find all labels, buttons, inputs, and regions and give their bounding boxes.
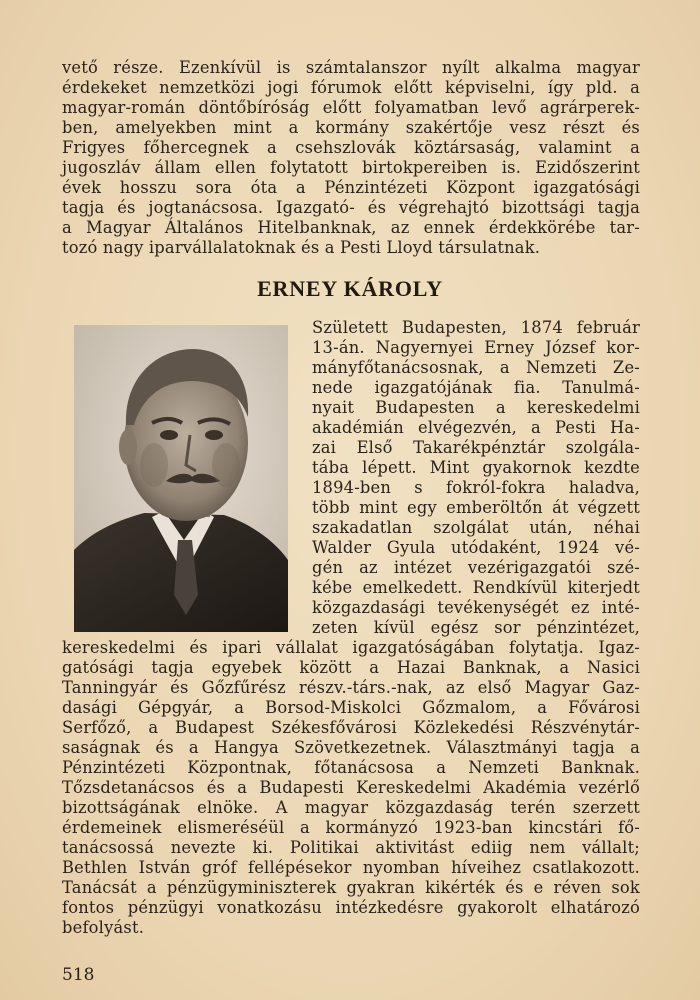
text-line: gatósági tagja egyebek között a Hazai Banknak, a Nasici [62, 658, 640, 677]
biography-heading: ERNEY KÁROLY [257, 276, 443, 301]
text-line: Tanácsát a pénzügyminiszterek gyakran kikérték és e réven sok [62, 878, 640, 897]
text-line: ben, amelyekben mint a kormány szakértője vesz részt és [62, 118, 640, 137]
text-line: Walder Gyula utódaként, 1924 vé- [312, 538, 640, 557]
text-line: jugoszláv állam ellen folytatott birtokpereiben is. Ezidőszerint [62, 158, 640, 177]
text-line: tanácsossá nevezte ki. Politikai aktivitást ediig nem vállalt; [62, 838, 640, 857]
text-line: Serfőző, a Budapest Székesfővárosi Közlekedési Részvénytár- [62, 718, 640, 737]
text-line: nyait Budapesten a kereskedelmi [312, 398, 640, 417]
text-line: 13-án. Nagyernyei Erney József kor- [312, 338, 640, 357]
text-line: a Magyar Általános Hitelbanknak, az ennek érdekkörébe tar- [62, 218, 640, 237]
text-line: Tőzsdetanácsos és a Budapesti Kereskedelmi Akadémia vezérlő [62, 778, 640, 797]
page-number: 518 [62, 965, 95, 985]
text-line: befolyást. [62, 918, 145, 937]
portrait-image [74, 325, 288, 632]
text-line: Tanningyár és Gőzfűrész részv.-társ.-nak, az első Magyar Gaz- [62, 678, 640, 697]
text-line: magyar-román döntőbíróság előtt folyamatban levő agrárperek- [62, 98, 640, 117]
text-line: szakadatlan szolgálat után, néhai [312, 518, 640, 537]
text-line: 1894-ben s fokról-fokra haladva, [312, 478, 640, 497]
text-line: saságnak és a Hangya Szövetkezetnek. Választmányi tagja a [62, 738, 640, 757]
text-line: több mint egy emberöltőn át végzett [312, 498, 640, 517]
text-line: érdekeket nemzetközi jogi fórumok előtt képviselni, így pld. a [62, 78, 640, 97]
text-line: vető része. Ezenkívül is számtalanszor nyílt alkalma magyar [62, 58, 640, 77]
text-line: közgazdasági tevékenységét ez inté- [312, 598, 640, 617]
text-line: kébe emelkedett. Rendkívül kiterjedt [312, 578, 640, 597]
text-line: nede igazgatójának fia. Tanulmá- [312, 378, 640, 397]
text-line: zai Első Takarékpénztár szolgála- [312, 438, 640, 457]
text-line: zeten kívül egész sor pénzintézet, [312, 618, 640, 637]
text-line: tagja és jogtanácsosa. Igazgató- és végrehajtó bizottsági tagja [62, 198, 640, 217]
portrait-photo [74, 325, 288, 632]
text-line: évek hosszu sora óta a Pénzintézeti Központ igazgatósági [62, 178, 640, 197]
text-line: mányfőtanácsosnak, a Nemzeti Ze- [312, 358, 640, 377]
text-line: Bethlen István gróf fellépésekor nyomban híveihez csatlakozott. [62, 858, 640, 877]
text-line: Született Budapesten, 1874 február [312, 318, 640, 337]
text-line: kereskedelmi és ipari vállalat igazgatóságában folytatja. Igaz- [62, 638, 640, 657]
text-line: bizottságának elnöke. A magyar közgazdaság terén szerzett [62, 798, 640, 817]
text-line: Pénzintézeti Központnak, főtanácsosa a Nemzeti Banknak. [62, 758, 640, 777]
text-line: akadémián elvégezvén, a Pesti Ha- [312, 418, 640, 437]
text-line: Frigyes főhercegnek a csehszlovák köztársaság, valamint a [62, 138, 640, 157]
text-line: tozó nagy iparvállalatoknak és a Pesti Lloyd társulatnak. [62, 238, 541, 257]
text-line: érdemeinek elismeréséül a kormányzó 1923-ban kincstári fő- [62, 818, 640, 837]
text-line: dasági Gépgyár, a Borsod-Miskolci Gőzmalom, a Fővárosi [62, 698, 640, 717]
text-line: fontos pénzügyi vonatkozásu intézkedésre gyakorolt elhatározó [62, 898, 640, 917]
text-line: tába lépett. Mint gyakornok kezdte [312, 458, 640, 477]
text-line: gén az intézet vezérigazgatói szé- [312, 558, 640, 577]
